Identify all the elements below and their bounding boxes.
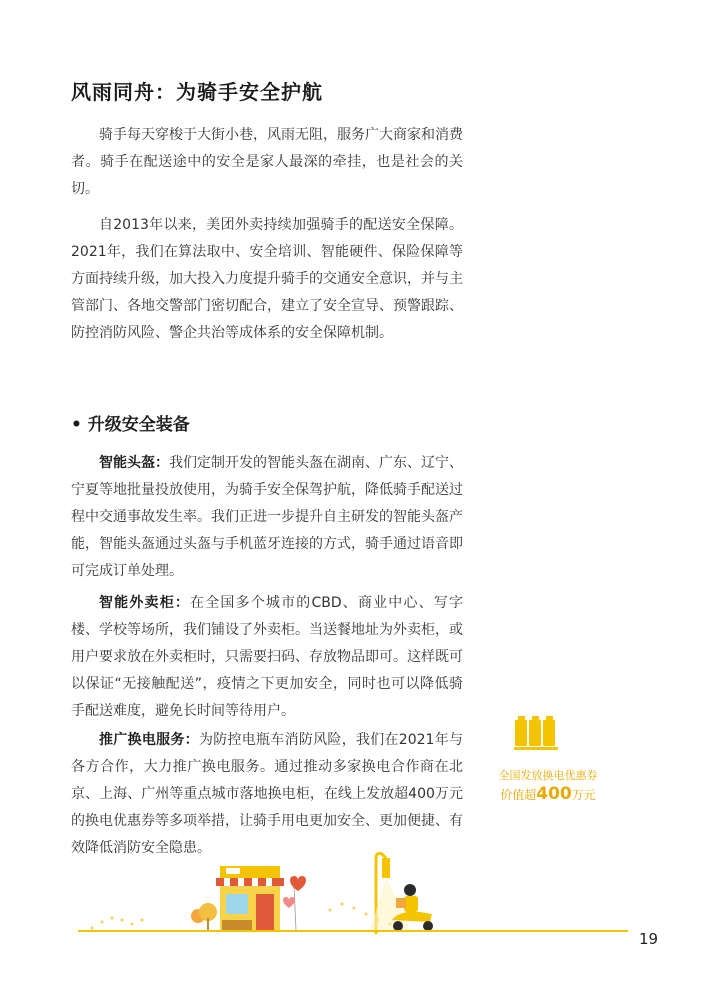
bottom-divider	[78, 930, 628, 932]
item-battery-swap	[71, 727, 463, 862]
street-lamp-icon	[370, 854, 410, 935]
rider-scooter-icon	[392, 884, 433, 931]
item-smart-helmet	[71, 450, 463, 585]
item-text: 我们定制开发的智能头盔在湖南、广东、辽宁、宁夏等地批量投放使用，为骑手安全保驾护航，降低骑手配送过程中交通事故发生率。我们正进一步提升自主研发的智能头盔产能，智能头盔通过头盔与手机蓝牙连接的方式，骑手通过语音即可完成订单处理。	[71, 455, 463, 579]
stat-prefix: 价值超	[500, 788, 537, 802]
item-term: 智能外卖柜：	[99, 595, 191, 611]
page-number: 19	[639, 930, 659, 948]
item-term: 推广换电服务：	[99, 732, 199, 748]
item-text: 在全国多个城市的CBD、商业中心、写字楼、学校等场所，我们铺设了外卖柜。当送餐地址为外卖柜，或用户要求放在外卖柜时，只需要扫码、存放物品即可。这样既可以保证“无接触配送”，疫情之下更加安全，同时也可以降低骑手配送难度，避免长时间等待用户。	[71, 595, 463, 719]
stat-number: 400	[536, 784, 572, 804]
item-term: 智能头盔：	[99, 455, 169, 471]
shop-icon	[216, 866, 284, 930]
section-heading: • 升级安全装备	[71, 415, 190, 435]
intro-paragraph-1: 骑手每天穿梭于大街小巷，风雨无阻，服务广大商家和消费者。骑手在配送途中的安全是家人最深的牵挂，也是社会的关切。	[71, 127, 463, 197]
tree-icon	[191, 903, 217, 930]
item-delivery-locker	[71, 590, 463, 725]
battery-coupon-stat	[478, 715, 618, 804]
street-illustration	[80, 850, 500, 934]
stat-unit: 万元	[571, 788, 596, 802]
page-title: 风雨同舟：为骑手安全护航	[71, 80, 323, 104]
intro-paragraph-2: 自2013年以来，美团外卖持续加强骑手的配送安全保障。2021年，我们在算法取中、安全培训、智能硬件、保险保障等方面持续升级，加大投入力度提升骑手的交通安全意识，并与主管部门、各地交警部门密切配合，建立了安全宣导、预警跟踪、防控消防风险、警企共治等成体系的安全保障机制。	[71, 217, 463, 341]
item-text: 为防控电瓶车消防风险，我们在2021年与各方合作，大力推广换电服务。通过推动多家换电合作商在北京、上海、广州等重点城市落地换电柜，在线上发放超400万元的换电优惠券等多项举措，让骑手用电更加安全、更加便捷、有效降低消防安全隐患。	[71, 732, 463, 856]
heart-balloons-icon	[283, 876, 306, 930]
stat-caption: 全国发放换电优惠券	[498, 769, 598, 782]
